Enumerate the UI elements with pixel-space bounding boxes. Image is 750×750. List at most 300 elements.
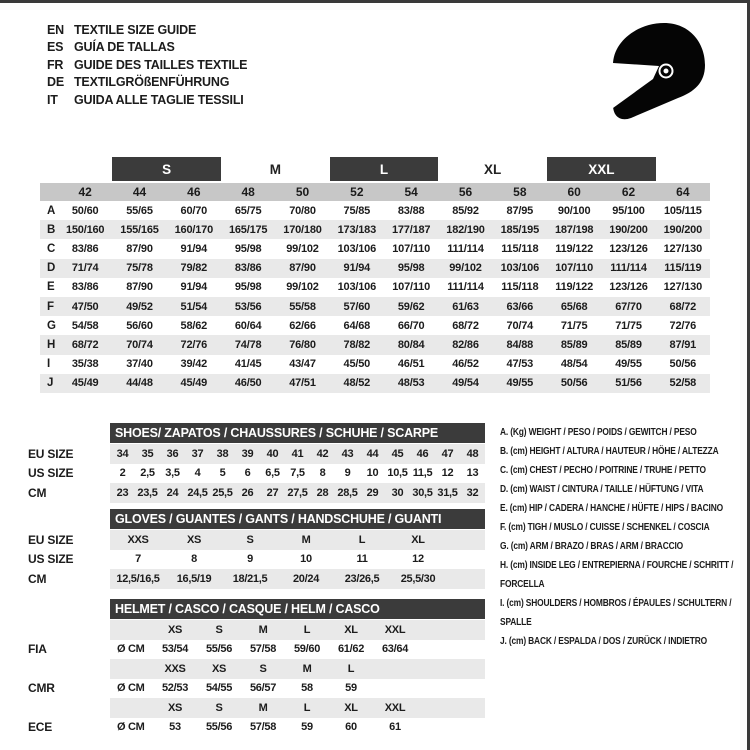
measurement-cell: 51/54: [180, 300, 208, 313]
shoes-label-eu-size: EU SIZE: [28, 446, 74, 461]
measurement-cell: 68/72: [452, 319, 479, 332]
size-group-l: L: [330, 157, 439, 181]
helmet-size-cell: M: [258, 701, 268, 714]
helmet-size-cell: XS: [167, 623, 183, 636]
legend-item-i: I. (cm) SHOULDERS / HOMBROS / ÉPAULES / SCHULTERN / SPALLE: [500, 597, 732, 628]
shoes-cell: 2,5: [140, 467, 155, 480]
measurement-cell: 53/56: [234, 300, 262, 313]
shoes-cell: 28: [316, 486, 329, 499]
measurement-cell: 54/58: [71, 319, 99, 332]
measurement-cell: 47/51: [289, 377, 316, 390]
row-letter: F: [47, 300, 54, 313]
legend-item-a: A. (Kg) WEIGHT / PESO / POIDS / GEWITCH / PESO: [500, 426, 697, 438]
shoes-cell: 26: [241, 486, 254, 499]
measurement-cell: 119/122: [555, 281, 594, 294]
measurement-cell: 76/80: [289, 338, 316, 351]
helmet-value-cell: 61/62: [337, 643, 365, 656]
measurement-cell: 78/82: [343, 338, 371, 351]
size-col-56: 56: [458, 185, 473, 199]
shoes-cell: 25,5: [212, 486, 233, 499]
shoes-cell: 28,5: [337, 486, 358, 499]
shoes-cell: 45: [391, 447, 404, 460]
shoes-cell: 2: [119, 467, 126, 480]
shoes-cell: 32: [466, 486, 479, 499]
measurement-cell: 87/91: [669, 338, 697, 351]
helmet-size-cell: XS: [211, 662, 227, 675]
shoes-cell: 5: [219, 467, 226, 480]
shoes-cell: 27: [266, 486, 279, 499]
helmet-unit-cell: Ø CM: [117, 682, 145, 695]
measurement-cell: 99/102: [286, 242, 319, 255]
row-letter: E: [47, 281, 55, 294]
shoes-row-cm: [110, 483, 485, 503]
measurement-cell: 43/47: [289, 358, 316, 371]
shoes-cell: 10,5: [387, 467, 408, 480]
shoes-row-eu-size: [110, 444, 485, 464]
measurement-cell: 60/64: [234, 319, 262, 332]
gloves-cell: XL: [411, 533, 425, 546]
gloves-rows: [110, 530, 485, 589]
gloves-cell: S: [246, 533, 254, 546]
language-row-de: [47, 74, 247, 92]
measurement-cell: 111/114: [447, 242, 484, 255]
gloves-row-eu-size: [110, 530, 485, 550]
measurement-cell: 71/75: [560, 319, 588, 332]
gloves-cell: 10: [300, 553, 312, 566]
measurement-row-f: [40, 297, 710, 316]
language-title: GUIDA ALLE TAGLIE TESSILI: [74, 92, 244, 107]
shoes-cell: 12: [441, 467, 454, 480]
helmet-value-cell: 57/58: [249, 643, 277, 656]
measurement-cell: 45/49: [71, 377, 99, 390]
measurement-cell: 111/114: [610, 262, 647, 275]
measurement-cell: 85/89: [560, 338, 588, 351]
measurement-cell: 127/130: [663, 242, 702, 255]
measurement-row-d: [40, 259, 710, 278]
helmet-standard-label-cmr: CMR: [28, 681, 55, 696]
helmet-value-cell: 57/58: [249, 721, 277, 734]
shoes-cell: 37: [191, 447, 204, 460]
measurement-cell: 190/200: [609, 223, 648, 236]
measurement-cell: 185/195: [500, 223, 539, 236]
helmet-sizes-row-cmr: [110, 659, 485, 679]
helmet-value-cell: 59: [345, 682, 357, 695]
measurement-row-g: [40, 316, 710, 335]
visor-pivot-ring: [662, 67, 670, 75]
measurement-cell: 87/90: [289, 262, 316, 275]
language-code: ES: [47, 40, 64, 55]
measurement-cell: 103/106: [337, 281, 376, 294]
shoes-table-title: SHOES/ ZAPATOS / CHAUSSURES / SCHUHE / SCARPE: [110, 423, 485, 443]
measurement-cell: 52/58: [669, 377, 697, 390]
size-group-xl: XL: [484, 161, 502, 177]
measurement-cell: 72/76: [669, 319, 697, 332]
language-title: TEXTILGRÖßENFÜHRUNG: [74, 75, 230, 90]
measurement-cell: 83/86: [71, 281, 99, 294]
helmet-size-cell: XXL: [384, 701, 406, 714]
helmet-value-cell: 54/55: [205, 682, 233, 695]
helmet-label-spacer: [28, 698, 108, 718]
language-row-es: [47, 39, 247, 57]
helmet-size-cell: XL: [344, 701, 358, 714]
helmet-size-cell: L: [347, 662, 355, 675]
size-col-46: 46: [187, 185, 201, 199]
measurement-cell: 177/187: [391, 223, 431, 236]
helmet-table-body: [110, 599, 485, 737]
legend-item-b: B. (cm) HEIGHT / ALTURA / HAUTEUR / HÖHE / ALTEZZA: [500, 445, 719, 457]
shoes-cell: 6: [244, 467, 251, 480]
measurement-cell: 70/74: [506, 319, 534, 332]
measurement-cell: 75/78: [126, 262, 153, 275]
measurement-cell: 49/54: [452, 377, 479, 390]
gloves-cell: 18/21,5: [232, 572, 268, 585]
measurement-cell: 58/62: [180, 319, 208, 332]
measurement-cell: 99/102: [449, 262, 482, 275]
measurement-cell: 79/82: [180, 262, 208, 275]
measurement-cell: 68/72: [71, 338, 99, 351]
measurement-cell: 44/48: [126, 377, 153, 390]
measurement-cell: 182/190: [446, 223, 485, 236]
measurement-cell: 111/114: [447, 281, 484, 294]
gloves-table-body: [110, 509, 485, 589]
gloves-table-title: GLOVES / GUANTES / GANTS / HANDSCHUHE / GUANTI: [110, 509, 485, 529]
shoes-rows: [110, 444, 485, 503]
shoes-cell: 13: [466, 467, 479, 480]
helmet-size-cell: XXL: [384, 623, 406, 636]
row-letter: J: [47, 377, 54, 390]
helmet-value-cell: 53: [169, 721, 181, 734]
measurement-cell: 49/55: [506, 377, 534, 390]
measurement-cell: 107/110: [555, 262, 594, 275]
measurement-cell: 103/106: [500, 262, 539, 275]
shoes-cell: 7,5: [290, 467, 305, 480]
measurement-cell: 91/94: [180, 242, 208, 255]
gloves-cell: 25,5/30: [400, 572, 436, 585]
measurement-row-h: [40, 335, 710, 354]
shoes-cell: 36: [166, 447, 179, 460]
measurement-cell: 48/53: [397, 377, 425, 390]
helmet-value-cell: 52/53: [161, 682, 189, 695]
language-code: DE: [47, 75, 64, 90]
shoes-cell: 11,5: [412, 467, 433, 480]
language-title: TEXTILE SIZE GUIDE: [74, 22, 197, 37]
shoes-cell: 24: [166, 486, 179, 499]
shoes-cell: 44: [366, 447, 379, 460]
measurement-cell: 173/183: [337, 223, 376, 236]
helmet-unit-cell: Ø CM: [117, 721, 145, 734]
measurement-cell: 45/50: [343, 358, 371, 371]
measurement-cell: 46/52: [452, 358, 479, 371]
measurement-cell: 160/170: [174, 223, 213, 236]
measurement-cell: 70/74: [126, 338, 153, 351]
measurement-cell: 64/68: [343, 319, 371, 332]
helmet-value-cell: 63/64: [381, 643, 409, 656]
size-col-50: 50: [295, 185, 310, 199]
legend-item-g: G. (cm) ARM / BRAZO / BRAS / ARM / BRACCIO: [500, 540, 684, 552]
measurement-cell: 70/80: [289, 204, 316, 217]
measurement-cell: 170/180: [283, 223, 322, 236]
gloves-cell: 12: [412, 553, 424, 566]
helmet-size-cell: XS: [167, 701, 183, 714]
helmet-sizes-row-fia: [110, 620, 485, 640]
measurement-row-i: [40, 355, 710, 374]
gloves-cell: 23/26,5: [344, 572, 380, 585]
language-title: GUIDE DES TAILLES TEXTILE: [74, 57, 248, 72]
gloves-label-cm: CM: [28, 571, 47, 586]
measurement-cell: 187/198: [554, 223, 594, 236]
measurement-cell: 71/74: [71, 262, 99, 275]
shoes-cell: 29: [366, 486, 379, 499]
measurement-cell: 61/63: [452, 300, 479, 313]
measurement-cell: 45/49: [180, 377, 208, 390]
helmet-label-spacer: [28, 659, 108, 679]
helmet-size-cell: XXS: [164, 662, 186, 675]
helmet-table-title: HELMET / CASCO / CASQUE / HELM / CASCO: [110, 599, 485, 619]
measurement-cell: 165/175: [228, 223, 268, 236]
measurement-cell: 123/126: [609, 242, 648, 255]
shoes-cell: 30,5: [412, 486, 433, 499]
measurement-cell: 65/68: [560, 300, 588, 313]
measurement-cell: 62/66: [289, 319, 316, 332]
measurement-cell: 47/53: [506, 358, 534, 371]
measurement-cell: 155/165: [120, 223, 159, 236]
measurement-cell: 68/72: [669, 300, 697, 313]
measurement-cell: 83/86: [71, 242, 99, 255]
measurement-cell: 83/88: [397, 204, 425, 217]
shoes-cell: 31,5: [437, 486, 458, 499]
size-col-42: 42: [78, 185, 92, 199]
measurement-cell: 66/70: [397, 319, 425, 332]
measurement-cell: 48/54: [560, 358, 588, 371]
measurement-cell: 119/122: [555, 242, 594, 255]
legend-item-e: E. (cm) HIP / CADERA / HANCHE / HÜFTE / HIPS / BACINO: [500, 502, 724, 514]
language-row-it: [47, 91, 247, 109]
gloves-row-us-size: [110, 550, 485, 570]
measurement-cell: 91/94: [343, 262, 371, 275]
size-group-header-row: [40, 157, 710, 183]
measurement-row-e: [40, 278, 710, 297]
measurement-cell: 82/86: [452, 338, 479, 351]
shoes-cell: 4: [194, 467, 201, 480]
helmet-size-cell: S: [215, 623, 223, 636]
measurement-cell: 59/62: [397, 300, 425, 313]
helmet-size-cell: L: [303, 623, 311, 636]
gloves-cell: XS: [186, 533, 202, 546]
measurement-cell: 84/88: [506, 338, 534, 351]
shoes-cell: 23: [116, 486, 129, 499]
helmet-icon: [608, 19, 708, 127]
size-col-44: 44: [132, 185, 147, 199]
size-col-60: 60: [567, 185, 581, 199]
language-title: GUÍA DE TALLAS: [74, 40, 175, 55]
measurement-cell: 95/98: [234, 281, 262, 294]
size-col-58: 58: [513, 185, 527, 199]
measurement-cell: 80/84: [397, 338, 425, 351]
size-group-m: M: [269, 161, 281, 177]
measurement-cell: 37/40: [126, 358, 153, 371]
helmet-values-row-fia: [110, 640, 485, 660]
measurement-legend: [500, 423, 743, 651]
language-code: FR: [47, 57, 64, 72]
measurement-cell: 107/110: [392, 281, 431, 294]
legend-item-j: J. (cm) BACK / ESPALDA / DOS / ZURÜCK / INDIETRO: [500, 635, 707, 647]
size-number-row: [40, 183, 710, 201]
measurement-cell: 123/126: [609, 281, 648, 294]
legend-item-d: D. (cm) WAIST / CINTURA / TAILLE / HÜFTUNG / VITA: [500, 483, 704, 495]
helmet-standard-label-ece: ECE: [28, 720, 53, 735]
gloves-cell: M: [301, 533, 311, 546]
measurement-cell: 41/45: [234, 358, 262, 371]
shoes-table-body: [110, 423, 485, 503]
shoes-cell: 27,5: [287, 486, 308, 499]
row-letter: A: [47, 204, 56, 217]
measurement-row-a: [40, 201, 710, 220]
shoes-cell: 6,5: [265, 467, 280, 480]
measurement-cell: 56/60: [126, 319, 153, 332]
legend-item-f: F. (cm) TIGH / MUSLO / CUISSE / SCHENKEL / COSCIA: [500, 521, 710, 533]
shoes-cell: 40: [266, 447, 279, 460]
shoes-cell: 48: [466, 447, 479, 460]
measurement-cell: 95/98: [234, 242, 262, 255]
helmet-size-cell: M: [258, 623, 268, 636]
helmet-value-cell: 59: [301, 721, 313, 734]
size-col-62: 62: [621, 185, 636, 199]
language-code: IT: [47, 92, 58, 107]
shoes-cell: 24,5: [187, 486, 208, 499]
measurement-cell: 85/92: [452, 204, 479, 217]
measurement-cell: 46/51: [397, 358, 425, 371]
row-letter: D: [47, 262, 56, 275]
helmet-value-cell: 60: [345, 721, 357, 734]
measurement-row-c: [40, 239, 710, 258]
shoes-cell: 3,5: [165, 467, 180, 480]
measurement-cell: 55/65: [126, 204, 153, 217]
shoes-cell: 34: [116, 447, 129, 460]
gloves-row-cm: [110, 569, 485, 589]
measurement-cell: 39/42: [180, 358, 208, 371]
shoes-cell: 23,5: [137, 486, 158, 499]
helmet-size-cell: XL: [344, 623, 358, 636]
measurement-cell: 75/85: [343, 204, 371, 217]
size-group-s: S: [112, 157, 221, 181]
measurement-cell: 74/78: [234, 338, 262, 351]
helmet-unit-cell: Ø CM: [117, 643, 145, 656]
helmet-standard-labels: [28, 620, 108, 737]
language-code: EN: [47, 22, 64, 37]
shoes-label-cm: CM: [28, 485, 47, 500]
measurement-cell: 95/98: [397, 262, 425, 275]
measurement-cell: 103/106: [337, 242, 376, 255]
shoes-cell: 43: [341, 447, 354, 460]
measurement-cell: 127/130: [663, 281, 702, 294]
measurement-cell: 67/70: [615, 300, 642, 313]
measurement-cell: 48/52: [343, 377, 371, 390]
gloves-cell: L: [358, 533, 366, 546]
measurement-cell: 65/75: [234, 204, 262, 217]
language-row-fr: [47, 56, 247, 74]
measurement-cell: 115/118: [501, 281, 539, 294]
shoes-cell: 46: [416, 447, 429, 460]
measurement-cell: 51/56: [615, 377, 642, 390]
gloves-cell: 16,5/19: [176, 572, 212, 585]
language-title-list: [47, 21, 247, 109]
size-col-52: 52: [350, 185, 364, 199]
measurement-cell: 87/90: [126, 281, 153, 294]
measurement-row-j: [40, 374, 710, 393]
legend-item-c: C. (cm) CHEST / PECHO / POITRINE / TRUHE / PETTO: [500, 464, 706, 476]
helmet-value-cell: 55/56: [205, 721, 233, 734]
size-group-xxl: XXL: [547, 157, 656, 181]
row-letter: B: [47, 223, 56, 236]
row-letter: I: [47, 358, 50, 371]
row-letter: C: [47, 242, 56, 255]
gloves-label-us-size: US SIZE: [28, 552, 74, 567]
measurement-cell: 115/119: [664, 262, 702, 275]
measurement-cell: 35/38: [71, 358, 99, 371]
helmet-size-cell: S: [259, 662, 267, 675]
row-letter: G: [47, 319, 56, 332]
gloves-cell: 20/24: [292, 572, 320, 585]
gloves-cell: 11: [356, 553, 368, 566]
gloves-cell: 8: [191, 553, 197, 566]
measurement-cell: 50/60: [71, 204, 99, 217]
measurement-cell: 87/95: [506, 204, 534, 217]
helmet-value-cell: 55/56: [205, 643, 233, 656]
textile-size-table: [40, 157, 710, 393]
helmet-value-cell: 58: [301, 682, 313, 695]
measurement-rows: [40, 201, 710, 393]
gloves-cell: 9: [247, 553, 253, 566]
measurement-cell: 50/56: [669, 358, 697, 371]
measurement-cell: 83/86: [234, 262, 262, 275]
measurement-cell: 107/110: [392, 242, 431, 255]
helmet-values-row-ece: [110, 718, 485, 738]
measurement-cell: 50/56: [560, 377, 588, 390]
helmet-standard-label-fia: FIA: [28, 642, 47, 657]
measurement-cell: 47/50: [71, 300, 99, 313]
helmet-label-spacer: [28, 620, 108, 640]
measurement-cell: 87/90: [126, 242, 153, 255]
gloves-cell: 12,5/16,5: [116, 572, 160, 585]
row-letter: H: [47, 338, 56, 351]
shoes-cell: 38: [216, 447, 229, 460]
shoes-cell: 10: [366, 467, 379, 480]
legend-item-h: H. (cm) INSIDE LEG / ENTREPIERNA / FOURCHE / SCHRITT / FORCELLA: [500, 559, 734, 590]
language-row-en: [47, 21, 247, 39]
helmet-rows: [110, 620, 485, 737]
shoes-cell: 35: [141, 447, 154, 460]
helmet-size-cell: M: [302, 662, 312, 675]
measurement-cell: 105/115: [663, 204, 702, 217]
measurement-cell: 49/52: [126, 300, 153, 313]
measurement-cell: 95/100: [612, 204, 645, 217]
helmet-value-cell: 61: [389, 721, 401, 734]
helmet-size-cell: L: [303, 701, 311, 714]
shoes-cell: 47: [441, 447, 454, 460]
size-col-54: 54: [404, 185, 418, 199]
shoes-cell: 30: [391, 486, 404, 499]
measurement-cell: 190/200: [663, 223, 702, 236]
shoes-cell: 8: [319, 467, 326, 480]
gloves-cell: 7: [135, 553, 141, 566]
measurement-cell: 57/60: [343, 300, 371, 313]
measurement-cell: 91/94: [180, 281, 208, 294]
measurement-cell: 46/50: [234, 377, 262, 390]
shoes-row-us-size: [110, 464, 485, 484]
shoes-label-us-size: US SIZE: [28, 466, 74, 481]
helmet-values-row-cmr: [110, 679, 485, 699]
measurement-cell: 60/70: [180, 204, 208, 217]
